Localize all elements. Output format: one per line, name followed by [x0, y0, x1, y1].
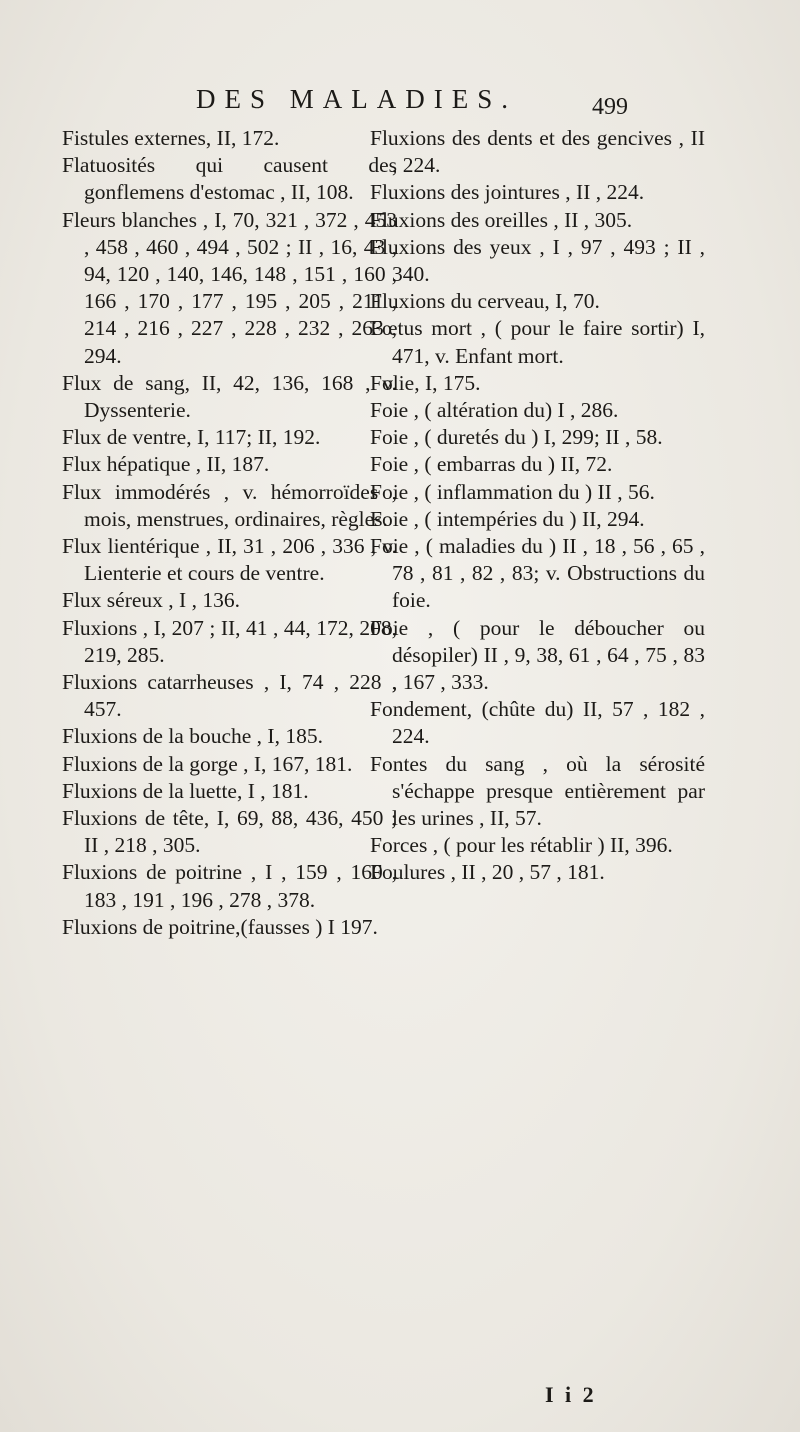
index-entry: Fluxions de la gorge , I, 167, 181. — [62, 751, 353, 776]
index-entry: Foie , ( intempéries du ) II, 294. — [370, 506, 645, 531]
index-entry: Fluxions des dents et des gencives , II , 224. — [370, 126, 705, 178]
index-entry: Foie , ( pour le déboucher ou désopiler) II , 9, 38, 61 , 64 , 75 , 83 , 167 , 333. — [370, 615, 705, 695]
index-entry: Foulures , II , 20 , 57 , 181. — [370, 860, 605, 885]
index-entry: Fluxions de poitrine , I , 159 , 160 , 183 , 191 , 196 , 278 , 378. — [62, 860, 397, 912]
page-header — [0, 84, 800, 124]
index-entry: Fluxions de poitrine,(fausses ) I 197. — [62, 914, 378, 939]
index-entry: Folie, I, 175. — [370, 370, 481, 395]
index-entry: Flux hépatique , II, 187. — [62, 452, 270, 477]
index-entry: Fontes du sang , où la sérosité s'échappe presque entièrement par les urines , II, 57. — [370, 751, 705, 831]
index-entry: Flux immodérés , v. hémorroïdes , mois, menstrues, ordinaires, règles. — [62, 479, 397, 531]
index-entry: Fluxions du cerveau, I, 70. — [370, 289, 600, 314]
index-entry: Fluxions des oreilles , II , 305. — [370, 207, 633, 232]
index-entry: Foie , ( maladies du ) II , 18 , 56 , 65 , 78 , 81 , 82 , 83; v. Obstructions du foie. — [370, 534, 705, 613]
index-entry: Fluxions des yeux , I , 97 , 493 ; II , 340. — [370, 234, 705, 287]
index-entry: Flatuosités qui causent des gonflemens d'estomac , II, 108. — [62, 153, 397, 205]
index-entry: Fluxions , I, 207 ; II, 41 , 44, 172, 208, 219, 285. — [62, 615, 397, 667]
index-entry: Flux de sang, II, 42, 136, 168 , v. Dyssenterie. — [62, 370, 397, 423]
index-entry: Foie , ( altération du) I , 286. — [370, 398, 619, 423]
index-entry: Fœtus mort , ( pour le faire sortir) I, 471, v. Enfant mort. — [370, 316, 705, 368]
index-entry: Fondement, (chûte du) II, 57 , 182 , 224. — [370, 697, 705, 749]
index-column-right — [370, 125, 705, 887]
index-entry: Foie , ( inflammation du ) II , 56. — [370, 479, 655, 504]
page-number: 499 — [592, 94, 628, 120]
index-entry: Fluxions de tête, I, 69, 88, 436, 450 ; II , 218 , 305. — [62, 806, 397, 858]
index-entry: Fluxions de la luette, I , 181. — [62, 778, 309, 803]
index-entry: Fluxions catarrheuses , I, 74 , 228 , 457. — [62, 670, 397, 722]
index-entry: Fistules externes, II, 172. — [62, 126, 280, 150]
signature-mark: I i 2 — [545, 1382, 597, 1407]
index-column-left — [62, 125, 397, 941]
index-entry: Flux séreux , I , 136. — [62, 588, 240, 613]
index-entry: Forces , ( pour les rétablir ) II, 396. — [370, 833, 673, 858]
index-entry: Fluxions des jointures , II , 224. — [370, 180, 645, 205]
index-entry: Fluxions de la bouche , I, 185. — [62, 724, 323, 749]
index-entry: Flux de ventre, I, 117; II, 192. — [62, 425, 321, 450]
index-entry: Flux lientérique , II, 31 , 206 , 336 , v. Lienterie et cours de ventre. — [62, 534, 397, 586]
index-entry: Foie , ( duretés du ) I, 299; II , 58. — [370, 425, 663, 450]
index-entry: Fleurs blanches , I, 70, 321 , 372 , 453 , 458 , 460 , 494 , 502 ; II , 16, 43 , 94, 120 , 140, 146, 148 , 151 , 160 , 166 , 170 , 177 , 195 , 205 , 211 , 214 , 216 , 227 , 228 , 232 , 263 , 294. — [62, 207, 397, 368]
index-entry: Foie , ( embarras du ) II, 72. — [370, 452, 613, 477]
running-head: DES MALADIES. — [196, 84, 518, 114]
